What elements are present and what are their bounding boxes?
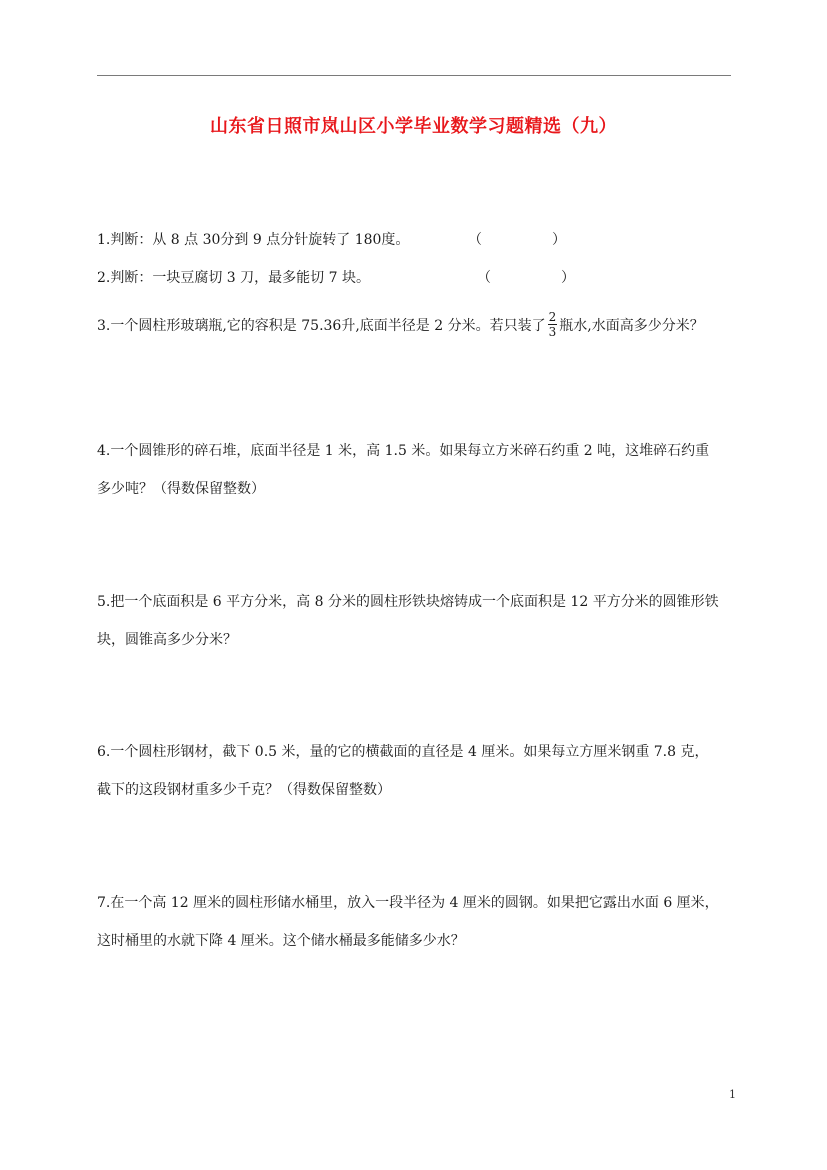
question-number: 2. — [97, 270, 111, 286]
fraction-denominator: 3 — [548, 324, 557, 339]
question-number: 1. — [97, 232, 111, 248]
question-line: 截下的这段钢材重多少千克？（得数保留整数） — [97, 782, 391, 798]
fraction — [548, 310, 558, 339]
question-line: 多少吨？（得数保留整数） — [97, 481, 265, 497]
question-6 — [97, 733, 737, 809]
question-3 — [97, 307, 737, 345]
question-number: 7. — [97, 895, 111, 911]
question-number: 3. — [97, 318, 111, 334]
question-2 — [97, 259, 737, 297]
fraction-numerator: 2 — [548, 309, 557, 324]
header-rule — [97, 75, 731, 76]
question-text: 把一个底面积是 6 平方分米，高 8 分米的圆柱形铁块熔铸成一个底面积是 12 平方分米的圆锥形铁 — [110, 594, 719, 610]
question-line — [97, 432, 737, 470]
question-text: 一个圆柱形钢材，截下 0.5 米，量的它的横截面的直径是 4 厘米。如果每立方厘米钢重 7.8 克， — [110, 744, 709, 760]
answer-blank-2: （ ） — [477, 270, 575, 286]
answer-blank-1: （ ） — [468, 232, 566, 248]
question-number: 4. — [97, 443, 111, 459]
question-line: 块，圆锥高多少分米？ — [97, 632, 237, 648]
question-line — [97, 733, 737, 771]
question-line — [97, 884, 737, 922]
question-1 — [97, 221, 737, 259]
question-4 — [97, 432, 737, 508]
question-text: 一个圆锥形的碎石堆，底面半径是 1 米，高 1.5 米。如果每立方米碎石约重 2 吨，这堆碎石约重 — [110, 443, 710, 459]
question-7 — [97, 884, 737, 960]
question-text: 判断：一块豆腐切 3 刀，最多能切 7 块。 — [110, 270, 370, 286]
question-text: 一个圆柱形玻璃瓶,它的容积是 75.36升,底面半径是 2 分米。若只装了 — [110, 318, 546, 334]
question-line — [97, 583, 737, 621]
question-text-continued: 瓶水,水面高多少分米？ — [559, 318, 704, 334]
page-number: 1 — [729, 1088, 736, 1101]
question-text: 判断：从 8 点 30分到 9 点分针旋转了 180度。 — [110, 232, 410, 248]
question-5 — [97, 583, 737, 659]
question-number: 6. — [97, 744, 111, 760]
page-title: 山东省日照市岚山区小学毕业数学习题精选（九） — [210, 116, 617, 137]
question-line: 这时桶里的水就下降 4 厘米。这个储水桶最多能储多少水？ — [97, 933, 465, 949]
question-number: 5. — [97, 594, 111, 610]
question-text: 在一个高 12 厘米的圆柱形储水桶里，放入一段半径为 4 厘米的圆钢。如果把它露出水面 6 厘米， — [110, 895, 719, 911]
